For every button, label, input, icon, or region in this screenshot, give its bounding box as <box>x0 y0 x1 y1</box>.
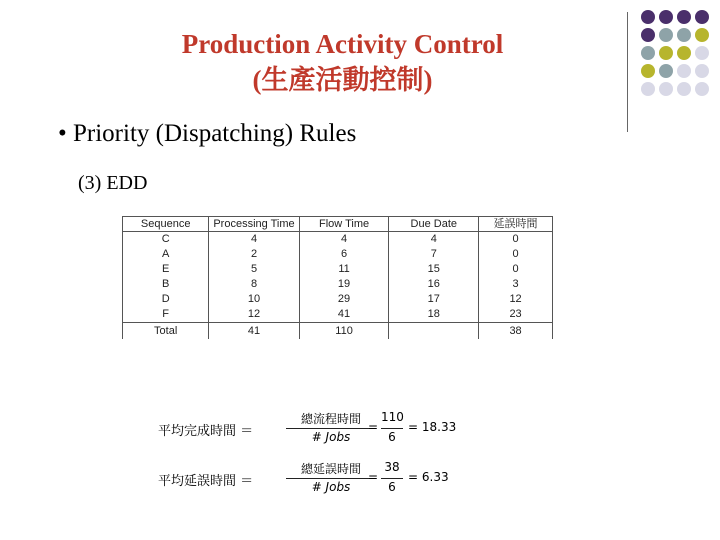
fraction-bar <box>381 428 403 429</box>
cell-total-label: Total <box>123 323 209 340</box>
cell-total-tardiness: 38 <box>479 323 553 340</box>
cell-sequence: C <box>123 232 209 248</box>
decorative-dot <box>677 64 691 78</box>
fraction-bar <box>286 478 376 479</box>
decorative-dot <box>695 28 709 42</box>
cell-due-date: 17 <box>389 292 479 307</box>
decorative-dot <box>641 10 655 24</box>
cell-tardiness: 3 <box>479 277 553 292</box>
equals-sign: = <box>368 470 379 484</box>
fraction-denominator: 6 <box>388 480 396 494</box>
cell-total-flow-time: 110 <box>299 323 389 340</box>
decorative-dot <box>641 82 655 96</box>
cell-due-date: 16 <box>389 277 479 292</box>
header-due-date: Due Date <box>389 217 479 232</box>
title-line-2: (生產活動控制) <box>252 65 433 95</box>
cell-processing-time: 8 <box>209 277 299 292</box>
decorative-divider <box>627 12 628 132</box>
decorative-dot <box>695 46 709 60</box>
cell-flow-time: 19 <box>299 277 389 292</box>
decorative-dot <box>695 82 709 96</box>
formula-numerator-text: 總流程時間 <box>300 412 361 426</box>
formula-numerator-text: 總延誤時間 <box>300 462 361 476</box>
cell-flow-time: 4 <box>299 232 389 248</box>
fraction-numerator: 110 <box>381 410 404 424</box>
cell-due-date: 18 <box>389 307 479 323</box>
fraction-denominator: 6 <box>388 430 396 444</box>
cell-sequence: A <box>123 247 209 262</box>
formula-label: 平均完成時間 ＝ <box>158 424 254 439</box>
cell-sequence: B <box>123 277 209 292</box>
formula-result: = 18.33 <box>408 420 457 434</box>
decorative-dot <box>695 64 709 78</box>
table-row <box>123 307 553 323</box>
cell-sequence: D <box>123 292 209 307</box>
cell-processing-time: 5 <box>209 262 299 277</box>
cell-processing-time: 10 <box>209 292 299 307</box>
header-tardiness: 延誤時間 <box>479 217 553 232</box>
cell-flow-time: 6 <box>299 247 389 262</box>
decorative-dot <box>659 46 673 60</box>
cell-due-date: 4 <box>389 232 479 248</box>
cell-due-date: 7 <box>389 247 479 262</box>
formula-denominator-text: # Jobs <box>311 480 351 494</box>
fraction-bar <box>381 478 403 479</box>
formula-label: 平均延誤時間 ＝ <box>158 474 254 489</box>
decorative-dot <box>677 10 691 24</box>
table-header-row <box>123 217 553 232</box>
decorative-dot <box>641 64 655 78</box>
cell-processing-time: 2 <box>209 247 299 262</box>
decorative-dot <box>659 64 673 78</box>
cell-due-date: 15 <box>389 262 479 277</box>
equals-sign: = <box>368 420 379 434</box>
title-line-1: Production Activity Control <box>181 29 504 59</box>
table-row <box>123 292 553 307</box>
formula-average-completion-time <box>158 408 478 448</box>
cell-tardiness: 23 <box>479 307 553 323</box>
fraction-bar <box>286 428 376 429</box>
formula-result: = 6.33 <box>408 470 449 484</box>
decorative-dot <box>659 10 673 24</box>
table-row <box>123 262 553 277</box>
decorative-dot <box>659 82 673 96</box>
cell-flow-time: 11 <box>299 262 389 277</box>
cell-sequence: E <box>123 262 209 277</box>
cell-tardiness: 12 <box>479 292 553 307</box>
slide-title <box>60 26 625 98</box>
cell-tardiness: 0 <box>479 247 553 262</box>
edd-table <box>122 216 553 339</box>
table-row <box>123 277 553 292</box>
cell-tardiness: 0 <box>479 262 553 277</box>
bullet-priority-rules: • Priority (Dispatching) Rules <box>58 120 357 147</box>
cell-total-due-date <box>389 323 479 340</box>
decorative-dot <box>677 46 691 60</box>
cell-tardiness: 0 <box>479 232 553 248</box>
formula-denominator-text: # Jobs <box>311 430 351 444</box>
decorative-dot <box>659 28 673 42</box>
decorative-dot <box>641 28 655 42</box>
table-row <box>123 232 553 248</box>
cell-processing-time: 12 <box>209 307 299 323</box>
cell-flow-time: 41 <box>299 307 389 323</box>
decorative-dot <box>677 82 691 96</box>
formula-average-tardiness <box>158 458 478 498</box>
cell-sequence: F <box>123 307 209 323</box>
decorative-dot <box>641 46 655 60</box>
header-flow-time: Flow Time <box>299 217 389 232</box>
table-row <box>123 247 553 262</box>
fraction-numerator: 38 <box>384 460 400 474</box>
header-processing-time: Processing Time <box>209 217 299 232</box>
header-sequence: Sequence <box>123 217 209 232</box>
subheading-edd: (3) EDD <box>78 172 148 194</box>
cell-processing-time: 4 <box>209 232 299 248</box>
cell-flow-time: 29 <box>299 292 389 307</box>
decorative-dot <box>695 10 709 24</box>
table-total-row <box>123 323 553 340</box>
decorative-dot <box>677 28 691 42</box>
cell-total-processing-time: 41 <box>209 323 299 340</box>
